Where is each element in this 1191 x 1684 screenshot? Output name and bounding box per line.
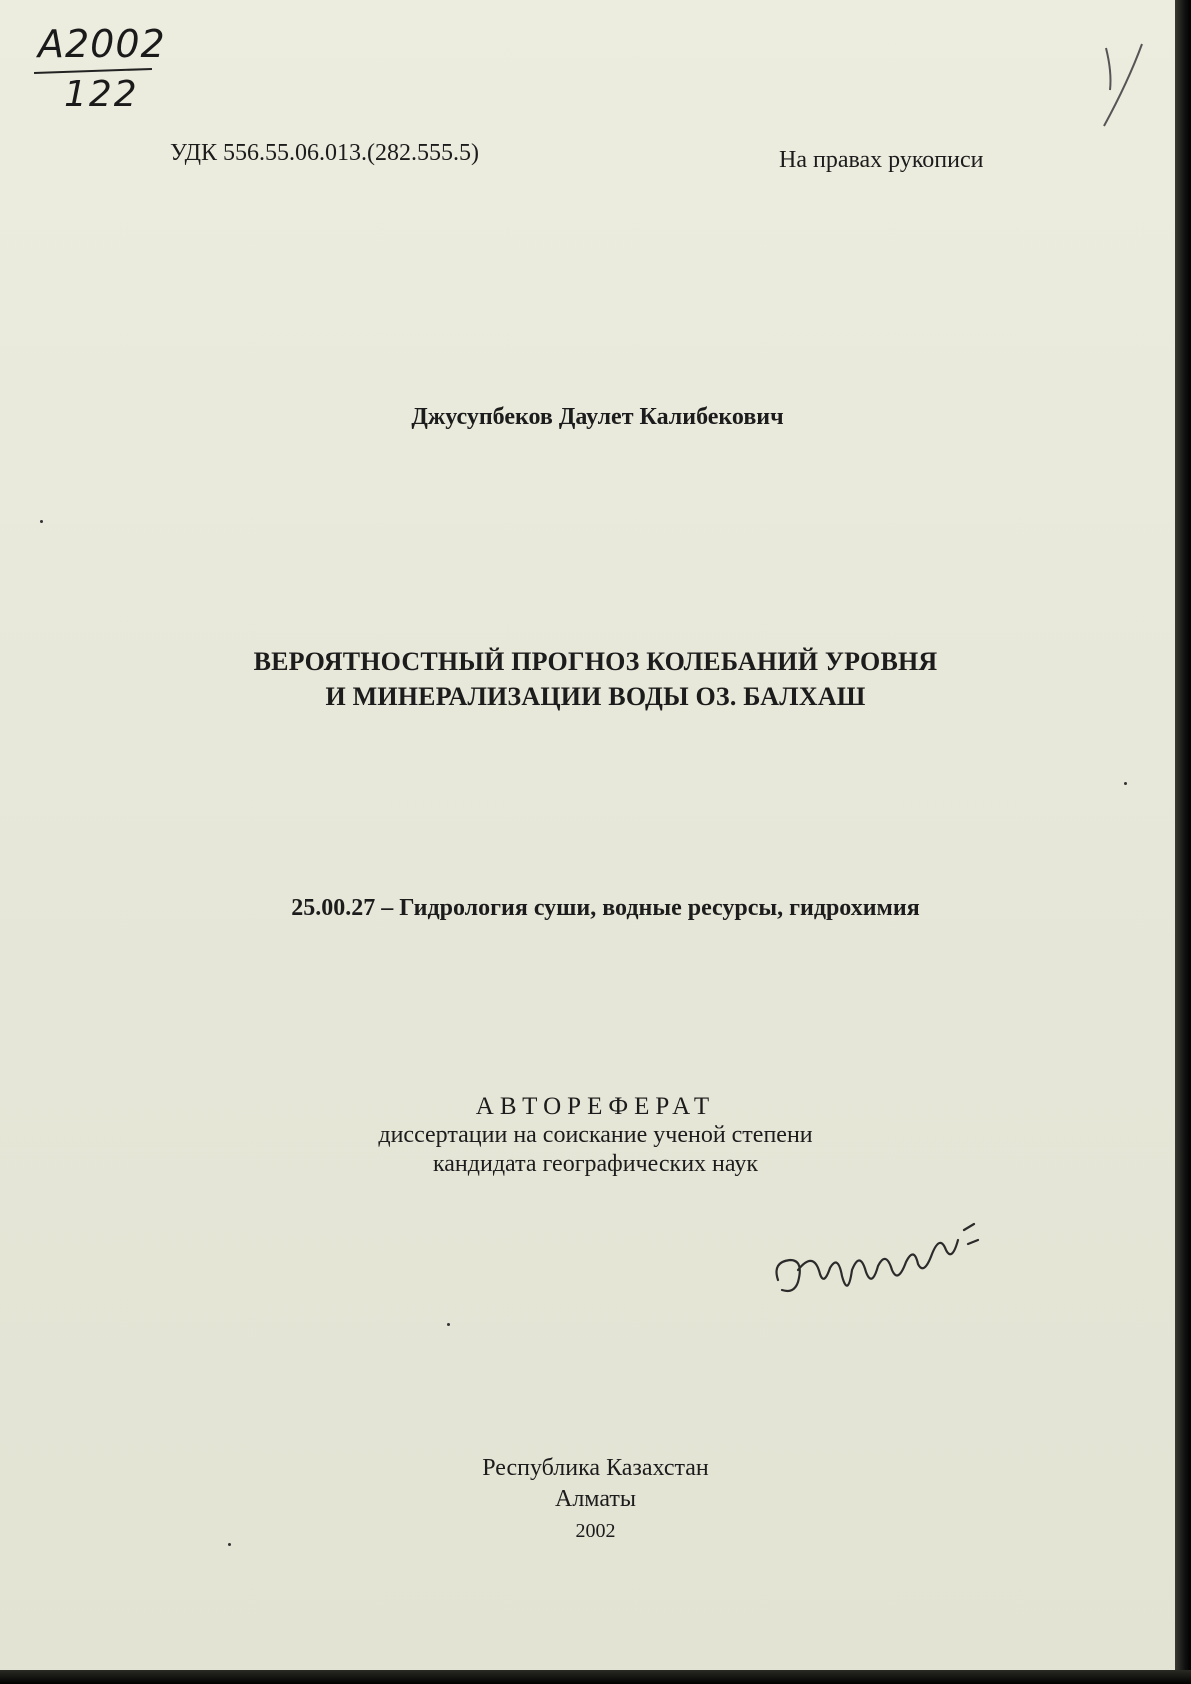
specialty-code: 25.00.27 – Гидрология суши, водные ресурсы, гидрохимия <box>291 895 920 921</box>
document-title <box>0 644 1191 714</box>
paper-speck <box>40 520 43 523</box>
title-line-1: ВЕРОЯТНОСТНЫЙ ПРОГНОЗ КОЛЕБАНИЙ УРОВНЯ <box>253 647 938 676</box>
footer-country: Республика Казахстан <box>482 1455 709 1481</box>
footer-city: Алматы <box>555 1486 636 1512</box>
paper-speck <box>1124 782 1127 785</box>
scan-edge-bottom <box>0 1670 1191 1684</box>
handwritten-catalog-top: A2002 <box>38 22 166 66</box>
rights-notice: На правах рукописи <box>779 147 984 173</box>
udk-code: УДК 556.55.06.013.(282.555.5) <box>170 140 479 166</box>
title-line-2: И МИНЕРАЛИЗАЦИИ ВОДЫ ОЗ. БАЛХАШ <box>325 682 866 711</box>
abstract-block <box>0 1092 1191 1179</box>
author-signature <box>768 1210 998 1320</box>
handwritten-catalog-bottom: 122 <box>64 74 139 115</box>
footer-year: 2002 <box>575 1520 616 1542</box>
pencil-check-mark <box>1098 42 1158 132</box>
author-name: Джусупбеков Даулет Калибекович <box>411 404 784 430</box>
abstract-line-2: кандидата географических наук <box>432 1151 758 1177</box>
paper-speck <box>228 1543 231 1546</box>
abstract-line-1: диссертации на соискание ученой степени <box>378 1122 813 1148</box>
abstract-label: АВТОРЕФЕРАТ <box>475 1093 716 1120</box>
paper-speck <box>447 1323 450 1326</box>
footer-block <box>0 1453 1191 1547</box>
scan-edge-right <box>1175 0 1191 1684</box>
